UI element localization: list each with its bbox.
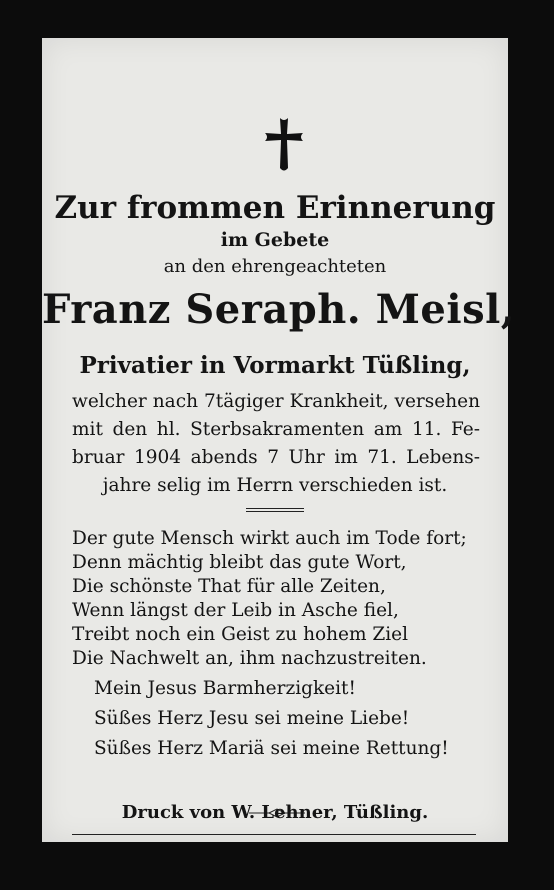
- printer-imprint: Druck von W. Lehner, Tüßling.: [121, 802, 429, 823]
- poem-line: Die Nachwelt an, ihm nachzustreiten.: [72, 648, 427, 669]
- poem-line: Treibt noch ein Geist zu hohem Ziel: [72, 624, 409, 645]
- poem-line: Der gute Mensch wirkt auch im Tode fort;: [72, 528, 467, 549]
- deceased-name: Franz Seraph. Meisl,: [42, 286, 516, 333]
- memorial-card: [42, 38, 516, 842]
- cross-icon: [262, 116, 306, 174]
- heading-title: Zur frommen Erinnerung: [54, 190, 496, 226]
- notice-line: bruar 1904 abends 7 Uhr im 71. Lebens-: [72, 447, 480, 468]
- poem-line: Die schönste That für alle Zeiten,: [72, 576, 386, 597]
- poem-line: Wenn längst der Leib in Asche fiel,: [72, 600, 399, 621]
- footer-rule: [72, 834, 476, 835]
- double-rule: [246, 508, 304, 509]
- heading-subtitle: im Gebete: [220, 229, 330, 251]
- poem-line: Denn mächtig bleibt das gute Wort,: [72, 552, 407, 573]
- deceased-occupation: Privatier in Vormarkt Tüßling,: [79, 352, 471, 379]
- notice-line: mit den hl. Sterbsakramenten am 11. Fe-: [72, 419, 480, 440]
- heading-dedication: an den ehrengeachteten: [163, 256, 387, 277]
- notice-line: welcher nach 7tägiger Krankheit, versehen: [72, 391, 480, 412]
- prayer-line: Süßes Herz Jesu sei meine Liebe!: [94, 708, 410, 729]
- prayer-line: Süßes Herz Mariä sei meine Rettung!: [94, 738, 449, 759]
- prayer-line: Mein Jesus Barmherzigkeit!: [94, 678, 356, 699]
- double-rule: [246, 511, 304, 512]
- notice-line: jahre selig im Herrn verschieden ist.: [102, 475, 448, 496]
